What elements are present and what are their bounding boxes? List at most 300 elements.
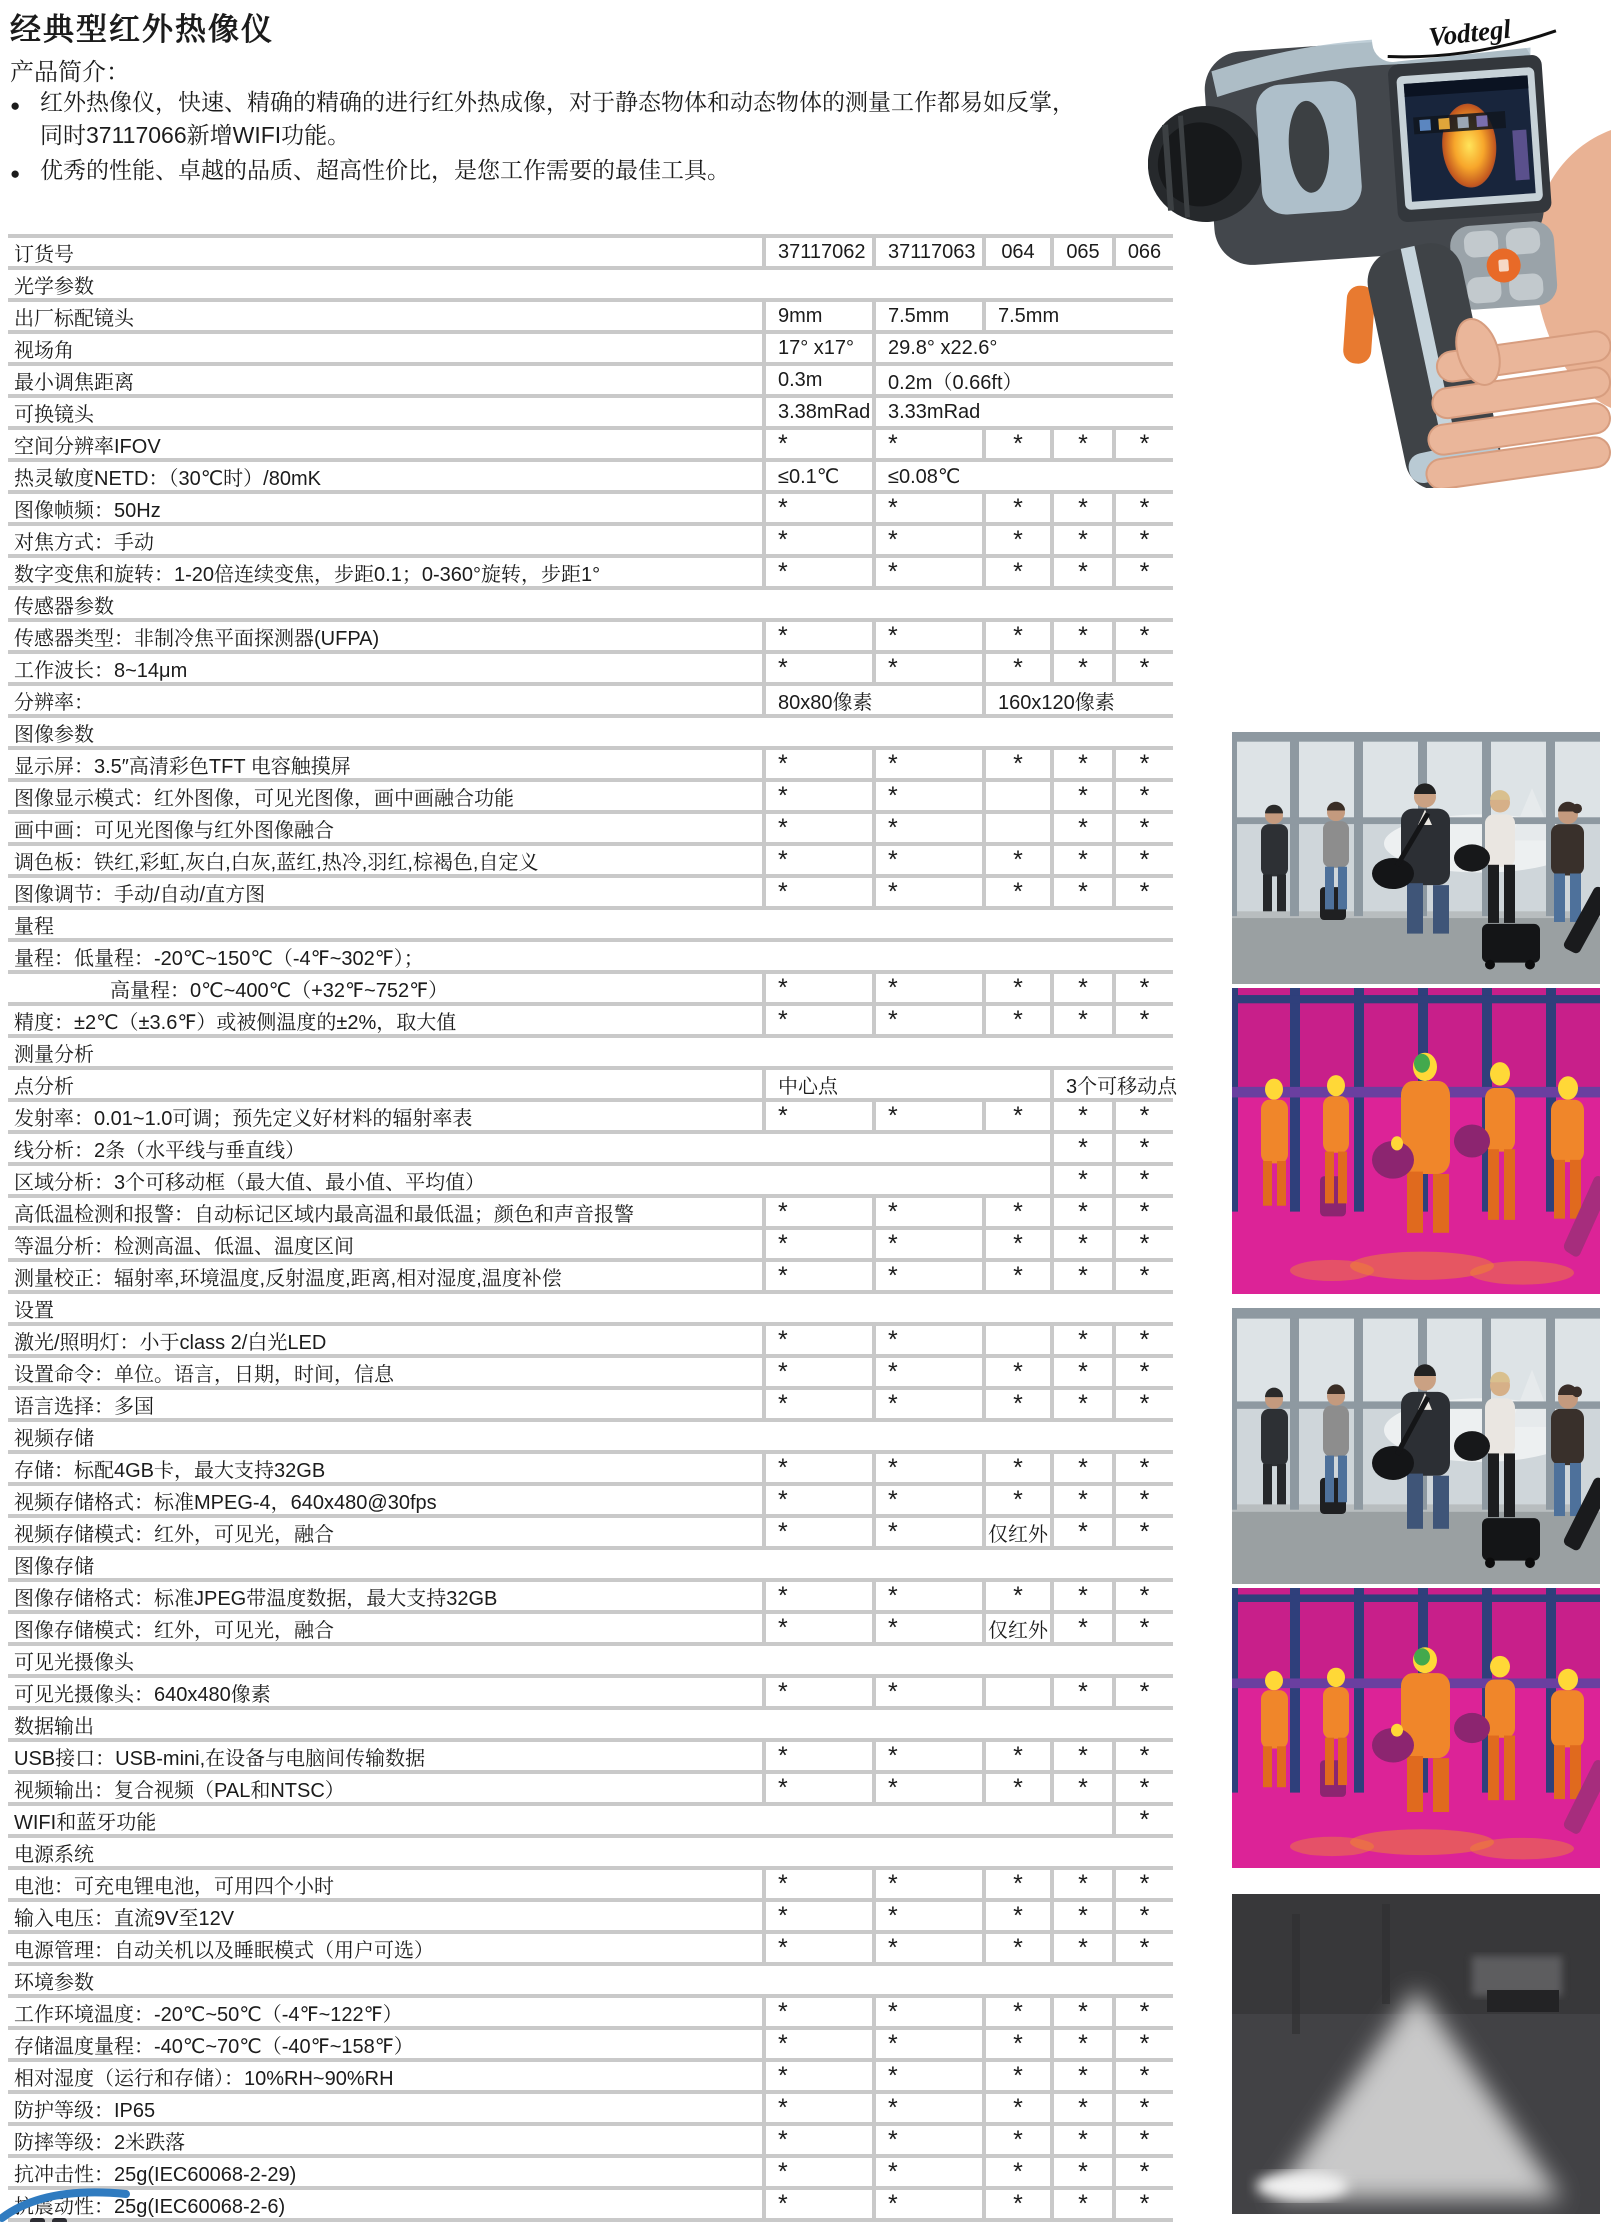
availability-star: * bbox=[1112, 430, 1173, 458]
availability-star: * bbox=[982, 846, 1050, 874]
availability-star: * bbox=[982, 2030, 1050, 2058]
row-label: 点分析 bbox=[14, 1075, 74, 1098]
availability-star: * bbox=[1050, 1230, 1112, 1258]
table-row bbox=[8, 1326, 1173, 1358]
bullet-text: 同时37117066新增WIFI功能。 bbox=[40, 122, 351, 148]
section-row bbox=[8, 590, 1173, 622]
section-label: 数据输出 bbox=[14, 1715, 94, 1738]
availability-star: * bbox=[872, 494, 982, 522]
table-row bbox=[8, 1358, 1173, 1390]
spec-cell: 3.33mRad bbox=[872, 398, 1173, 426]
table-row bbox=[8, 1262, 1173, 1294]
table-row bbox=[8, 1198, 1173, 1230]
spec-cell: 37117063 bbox=[872, 238, 982, 266]
availability-star: * bbox=[982, 494, 1050, 522]
availability-star: * bbox=[1050, 1742, 1112, 1770]
availability-star: * bbox=[872, 1518, 982, 1546]
table-row bbox=[8, 814, 1173, 846]
availability-star: * bbox=[1050, 526, 1112, 554]
intro-bullets bbox=[10, 86, 1130, 192]
row-label: 订货号 bbox=[14, 243, 74, 266]
availability-star: * bbox=[762, 974, 872, 1002]
table-row bbox=[8, 1486, 1173, 1518]
row-label: 线分析：2条（水平线与垂直线） bbox=[14, 1139, 306, 1162]
table-row bbox=[8, 1870, 1173, 1902]
table-row bbox=[8, 462, 1173, 494]
availability-star: * bbox=[982, 2126, 1050, 2154]
row-label: 高量程：0℃~400℃（+32℉~752℉） bbox=[110, 979, 449, 1002]
availability-star: * bbox=[1050, 1262, 1112, 1290]
availability-star: * bbox=[982, 2158, 1050, 2186]
spec-table bbox=[8, 234, 1178, 2222]
availability-star: * bbox=[872, 1678, 982, 1706]
availability-star: * bbox=[872, 1358, 982, 1386]
availability-star: * bbox=[1050, 1358, 1112, 1386]
availability-star: * bbox=[762, 1870, 872, 1898]
availability-star: * bbox=[1112, 1998, 1173, 2026]
table-row bbox=[8, 494, 1173, 526]
availability-star: * bbox=[872, 1742, 982, 1770]
availability-star: * bbox=[1112, 2030, 1173, 2058]
row-label: 图像存储模式：红外，可见光，融合 bbox=[14, 1619, 334, 1642]
row-label: 图像存储格式：标准JPEG带温度数据，最大支持32GB bbox=[14, 1587, 498, 1610]
row-label: 测量校正：辐射率,环境温度,反射温度,距离,相对湿度,温度补偿 bbox=[14, 1267, 562, 1290]
availability-star: * bbox=[982, 1870, 1050, 1898]
row-label: 可见光摄像头：640x480像素 bbox=[14, 1683, 271, 1706]
availability-star: * bbox=[1050, 814, 1112, 842]
availability-star: * bbox=[872, 1006, 982, 1034]
section-label: 图像参数 bbox=[14, 723, 94, 746]
availability-star: * bbox=[1050, 1934, 1112, 1962]
availability-star: * bbox=[1050, 622, 1112, 650]
row-label: 出厂标配镜头 bbox=[14, 307, 134, 330]
table-row bbox=[8, 1454, 1173, 1486]
row-label: 热灵敏度NETD：（30℃时）/80mK bbox=[14, 467, 321, 490]
availability-star: * bbox=[872, 750, 982, 778]
photo-visible-airport-1 bbox=[1232, 732, 1600, 984]
section-label: 测量分析 bbox=[14, 1043, 94, 1066]
row-label: 语言选择：多国 bbox=[14, 1395, 154, 1418]
spec-cell: 160x120像素 bbox=[982, 686, 1173, 714]
row-label: 图像显示模式：红外图像，可见光图像，画中画融合功能 bbox=[14, 787, 514, 810]
availability-star: * bbox=[872, 2158, 982, 2186]
availability-star: * bbox=[1050, 1198, 1112, 1226]
availability-star: * bbox=[872, 526, 982, 554]
availability-star: * bbox=[1050, 1678, 1112, 1706]
availability-star: * bbox=[762, 558, 872, 586]
availability-star: * bbox=[1112, 1806, 1173, 1834]
availability-star: * bbox=[872, 1614, 982, 1642]
availability-star: * bbox=[982, 558, 1050, 586]
availability-star: * bbox=[872, 1582, 982, 1610]
row-label: 视频存储格式：标准MPEG-4，640x480@30fps bbox=[14, 1491, 437, 1514]
availability-star: * bbox=[762, 1198, 872, 1226]
availability-star: * bbox=[1112, 654, 1173, 682]
availability-star: * bbox=[872, 1390, 982, 1418]
availability-star: * bbox=[982, 1262, 1050, 1290]
spec-cell: 29.8° x22.6° bbox=[872, 334, 1173, 362]
table-row bbox=[8, 1518, 1173, 1550]
table-row bbox=[8, 2126, 1173, 2158]
table-row bbox=[8, 1134, 1173, 1166]
availability-star: * bbox=[872, 430, 982, 458]
availability-star: * bbox=[1112, 558, 1173, 586]
row-label: 量程：低量程：-20℃~150℃（-4℉~302℉）； bbox=[14, 947, 424, 970]
section-row bbox=[8, 1550, 1173, 1582]
spec-cell: 3.38mRad bbox=[762, 398, 872, 426]
table-row bbox=[8, 2094, 1173, 2126]
availability-star: * bbox=[1112, 1518, 1173, 1546]
availability-star: * bbox=[982, 1230, 1050, 1258]
availability-star: * bbox=[872, 1262, 982, 1290]
spec-cell: 7.5mm bbox=[872, 302, 982, 330]
availability-star: * bbox=[1112, 1454, 1173, 1482]
availability-star: * bbox=[872, 1774, 982, 1802]
availability-star: * bbox=[872, 1934, 982, 1962]
availability-star: * bbox=[1050, 750, 1112, 778]
spec-cell bbox=[982, 1678, 1050, 1706]
list-item bbox=[10, 86, 1130, 152]
row-label: 存储：标配4GB卡，最大支持32GB bbox=[14, 1459, 326, 1482]
table-row bbox=[8, 1806, 1173, 1838]
spec-cell: 17° x17° bbox=[762, 334, 872, 362]
row-label: 数字变焦和旋转：1-20倍连续变焦，步距0.1；0-360°旋转，步距1° bbox=[14, 563, 601, 586]
row-label: 设置命令：单位。语言，日期，时间，信息 bbox=[14, 1363, 394, 1386]
availability-star: * bbox=[762, 846, 872, 874]
spec-cell: 066 bbox=[1112, 238, 1173, 266]
availability-star: * bbox=[1112, 622, 1173, 650]
row-label: 可换镜头 bbox=[14, 403, 94, 426]
section-label: 传感器参数 bbox=[14, 595, 114, 618]
availability-star: * bbox=[762, 1774, 872, 1802]
spec-cell: ≤0.08℃ bbox=[872, 462, 1173, 490]
availability-star: * bbox=[1112, 782, 1173, 810]
availability-star: * bbox=[762, 1454, 872, 1482]
spec-cell: 中心点 bbox=[762, 1070, 1050, 1098]
section-label: 可见光摄像头 bbox=[14, 1651, 134, 1674]
availability-star: * bbox=[1050, 2158, 1112, 2186]
availability-star: * bbox=[762, 1230, 872, 1258]
spec-cell: 064 bbox=[982, 238, 1050, 266]
row-label: 激光/照明灯：小于class 2/白光LED bbox=[14, 1331, 327, 1354]
availability-star: * bbox=[762, 1614, 872, 1642]
availability-star: * bbox=[982, 1934, 1050, 1962]
availability-star: * bbox=[1050, 1102, 1112, 1130]
table-row bbox=[8, 654, 1173, 686]
availability-star: * bbox=[1050, 2062, 1112, 2090]
availability-star: * bbox=[762, 1902, 872, 1930]
spec-cell: 065 bbox=[1050, 238, 1112, 266]
availability-star: * bbox=[872, 974, 982, 1002]
availability-star: * bbox=[982, 1582, 1050, 1610]
availability-star: * bbox=[1112, 1870, 1173, 1898]
row-label: USB接口：USB-mini,在设备与电脑间传输数据 bbox=[14, 1747, 426, 1770]
row-label: 防摔等级：2米跌落 bbox=[14, 2131, 186, 2154]
availability-star: * bbox=[762, 1102, 872, 1130]
section-label: 设置 bbox=[14, 1299, 54, 1322]
availability-star: * bbox=[762, 1582, 872, 1610]
availability-star: * bbox=[1112, 750, 1173, 778]
table-row bbox=[8, 398, 1173, 430]
availability-star: * bbox=[1112, 814, 1173, 842]
spec-cell: 仅红外 bbox=[982, 1518, 1050, 1546]
availability-star: * bbox=[1050, 1006, 1112, 1034]
spec-cell: 9mm bbox=[762, 302, 872, 330]
spec-cell: 80x80像素 bbox=[762, 686, 982, 714]
availability-star: * bbox=[762, 1358, 872, 1386]
availability-star: * bbox=[872, 1902, 982, 1930]
availability-star: * bbox=[872, 654, 982, 682]
table-row bbox=[8, 558, 1173, 590]
availability-star: * bbox=[1112, 2094, 1173, 2122]
table-row bbox=[8, 1998, 1173, 2030]
availability-star: * bbox=[762, 782, 872, 810]
table-row bbox=[8, 1774, 1173, 1806]
section-row bbox=[8, 910, 1173, 942]
availability-star: * bbox=[762, 494, 872, 522]
availability-star: * bbox=[1050, 2094, 1112, 2122]
section-row bbox=[8, 1646, 1173, 1678]
row-label: 视频输出：复合视频（PAL和NTSC） bbox=[14, 1779, 345, 1802]
availability-star: * bbox=[1050, 974, 1112, 1002]
availability-star: * bbox=[1050, 1582, 1112, 1610]
row-label: 高低温检测和报警：自动标记区域内最高温和最低温；颜色和声音报警 bbox=[14, 1203, 634, 1226]
availability-star: * bbox=[1050, 878, 1112, 906]
table-row bbox=[8, 526, 1173, 558]
availability-star: * bbox=[762, 430, 872, 458]
table-row bbox=[8, 878, 1173, 910]
spec-cell bbox=[982, 1326, 1050, 1354]
table-row bbox=[8, 1070, 1178, 1102]
availability-star: * bbox=[1112, 1326, 1173, 1354]
row-label: 工作环境温度：-20℃~50℃（-4℉~122℉） bbox=[14, 2003, 403, 2026]
availability-star: * bbox=[1112, 1102, 1173, 1130]
availability-star: * bbox=[872, 1326, 982, 1354]
availability-star: * bbox=[982, 878, 1050, 906]
availability-star: * bbox=[762, 1998, 872, 2026]
table-row bbox=[8, 1230, 1173, 1262]
availability-star: * bbox=[1050, 1518, 1112, 1546]
availability-star: * bbox=[982, 1006, 1050, 1034]
row-label: 最小调焦距离 bbox=[14, 371, 134, 394]
availability-star: * bbox=[762, 1390, 872, 1418]
availability-star: * bbox=[762, 878, 872, 906]
availability-star: * bbox=[762, 2030, 872, 2058]
availability-star: * bbox=[982, 1998, 1050, 2026]
availability-star: * bbox=[1050, 1614, 1112, 1642]
availability-star: * bbox=[762, 2126, 872, 2154]
availability-star: * bbox=[872, 846, 982, 874]
spec-cell: 0.2m（0.66ft） bbox=[872, 366, 1173, 394]
availability-star: * bbox=[762, 1486, 872, 1514]
row-label: 调色板：铁红,彩虹,灰白,白灰,蓝红,热冷,羽红,棕褐色,自定义 bbox=[14, 851, 539, 874]
table-row bbox=[8, 974, 1173, 1006]
availability-star: * bbox=[872, 2030, 982, 2058]
availability-star: * bbox=[762, 2062, 872, 2090]
availability-star: * bbox=[982, 430, 1050, 458]
table-row bbox=[8, 2030, 1173, 2062]
row-label: 电源管理：自动关机以及睡眠模式（用户可选） bbox=[14, 1939, 434, 1962]
section-row bbox=[8, 1422, 1173, 1454]
row-label: 精度：±2℃（±3.6℉）或被侧温度的±2%，取大值 bbox=[14, 1011, 457, 1034]
availability-star: * bbox=[1112, 1582, 1173, 1610]
availability-star: * bbox=[1050, 1998, 1112, 2026]
row-label: 相对湿度（运行和存储）：10%RH~90%RH bbox=[14, 2067, 394, 2090]
availability-star: * bbox=[1050, 1454, 1112, 1482]
availability-star: * bbox=[1112, 1390, 1173, 1418]
availability-star: * bbox=[982, 2094, 1050, 2122]
row-label: 工作波长：8~14μm bbox=[14, 659, 188, 682]
availability-star: * bbox=[762, 2190, 872, 2218]
availability-star: * bbox=[982, 974, 1050, 1002]
row-label: 抗冲击性：25g(IEC60068-2-29) bbox=[14, 2163, 297, 2186]
availability-star: * bbox=[982, 1358, 1050, 1386]
availability-star: * bbox=[1050, 1486, 1112, 1514]
availability-star: * bbox=[1112, 494, 1173, 522]
table-row bbox=[8, 1582, 1173, 1614]
availability-star: * bbox=[872, 782, 982, 810]
row-label: 发射率：0.01~1.0可调；预先定义好材料的辐射率表 bbox=[14, 1107, 473, 1130]
availability-star: * bbox=[1112, 526, 1173, 554]
availability-star: * bbox=[1050, 1390, 1112, 1418]
bullet-icon: ● bbox=[10, 96, 21, 115]
section-label: 电源系统 bbox=[14, 1843, 94, 1866]
table-row bbox=[8, 334, 1173, 366]
availability-star: * bbox=[1050, 782, 1112, 810]
availability-star: * bbox=[982, 1486, 1050, 1514]
availability-star: * bbox=[762, 622, 872, 650]
availability-star: * bbox=[1050, 1326, 1112, 1354]
availability-star: * bbox=[982, 1198, 1050, 1226]
availability-star: * bbox=[872, 558, 982, 586]
availability-star: * bbox=[762, 750, 872, 778]
availability-star: * bbox=[872, 2126, 982, 2154]
availability-star: * bbox=[872, 1870, 982, 1898]
table-row bbox=[8, 782, 1173, 814]
availability-star: * bbox=[872, 1486, 982, 1514]
table-row bbox=[8, 1614, 1173, 1646]
table-row bbox=[8, 1678, 1173, 1710]
availability-star: * bbox=[762, 1006, 872, 1034]
availability-star: * bbox=[1050, 494, 1112, 522]
row-label: WIFI和蓝牙功能 bbox=[14, 1811, 157, 1834]
section-row bbox=[8, 1966, 1173, 1998]
availability-star: * bbox=[982, 1454, 1050, 1482]
spec-cell: ≤0.1℃ bbox=[762, 462, 872, 490]
availability-star: * bbox=[982, 1390, 1050, 1418]
availability-star: * bbox=[762, 1326, 872, 1354]
availability-star: * bbox=[982, 622, 1050, 650]
table-row bbox=[8, 1166, 1173, 1198]
availability-star: * bbox=[1050, 1870, 1112, 1898]
table-row bbox=[8, 1742, 1173, 1774]
section-label: 量程 bbox=[14, 915, 54, 938]
availability-star: * bbox=[982, 526, 1050, 554]
availability-star: * bbox=[982, 654, 1050, 682]
section-row bbox=[8, 270, 1173, 302]
availability-star: * bbox=[872, 1102, 982, 1130]
footer-swoosh-decoration bbox=[0, 2178, 140, 2222]
availability-star: * bbox=[1112, 2126, 1173, 2154]
availability-star: * bbox=[1050, 2190, 1112, 2218]
list-item bbox=[10, 154, 1130, 190]
spec-cell: 7.5mm bbox=[982, 302, 1173, 330]
row-label: 视频存储模式：红外，可见光，融合 bbox=[14, 1523, 334, 1546]
section-label: 光学参数 bbox=[14, 275, 94, 298]
availability-star: * bbox=[1112, 1902, 1173, 1930]
availability-star: * bbox=[1112, 1262, 1173, 1290]
spec-cell bbox=[982, 814, 1050, 842]
availability-star: * bbox=[872, 2190, 982, 2218]
row-label: 传感器类型：非制冷焦平面探测器(UFPA) bbox=[14, 627, 380, 650]
table-row bbox=[8, 302, 1173, 334]
photo-grayscale-thermal bbox=[1232, 1894, 1600, 2214]
row-label: 输入电压：直流9V至12V bbox=[14, 1907, 235, 1930]
availability-star: * bbox=[762, 654, 872, 682]
availability-star: * bbox=[1112, 974, 1173, 1002]
photo-thermal-airport-1 bbox=[1232, 988, 1600, 1294]
bullet-text: 优秀的性能、卓越的品质、超高性价比，是您工作需要的最佳工具。 bbox=[40, 157, 730, 183]
availability-star: * bbox=[762, 526, 872, 554]
row-label: 图像调节：手动/自动/直方图 bbox=[14, 883, 266, 906]
table-row bbox=[8, 846, 1173, 878]
spec-cell: 37117062 bbox=[762, 238, 872, 266]
availability-star: * bbox=[1050, 1134, 1112, 1162]
availability-star: * bbox=[1050, 1166, 1112, 1194]
row-label: 对焦方式：手动 bbox=[14, 531, 154, 554]
availability-star: * bbox=[762, 2158, 872, 2186]
availability-star: * bbox=[1112, 878, 1173, 906]
availability-star: * bbox=[982, 1102, 1050, 1130]
availability-star: * bbox=[1112, 1678, 1173, 1706]
section-row bbox=[8, 1038, 1173, 1070]
availability-star: * bbox=[762, 1518, 872, 1546]
availability-star: * bbox=[1050, 558, 1112, 586]
spec-cell: 0.3m bbox=[762, 366, 872, 394]
availability-star: * bbox=[1050, 2126, 1112, 2154]
table-row bbox=[8, 2190, 1173, 2222]
section-row bbox=[8, 1294, 1173, 1326]
availability-star: * bbox=[872, 2094, 982, 2122]
section-label: 视频存储 bbox=[14, 1427, 94, 1450]
section-label: 环境参数 bbox=[14, 1971, 94, 1994]
section-row bbox=[8, 718, 1173, 750]
photo-visible-airport-2 bbox=[1232, 1308, 1600, 1584]
availability-star: * bbox=[762, 2094, 872, 2122]
table-row bbox=[8, 1102, 1173, 1134]
table-row bbox=[8, 430, 1173, 462]
availability-star: * bbox=[1112, 2062, 1173, 2090]
row-label: 等温分析：检测高温、低温、温度区间 bbox=[14, 1235, 354, 1258]
availability-star: * bbox=[1112, 1774, 1173, 1802]
availability-star: * bbox=[982, 1742, 1050, 1770]
bullet-icon: ● bbox=[10, 164, 21, 183]
spec-cell: 3个可移动点 bbox=[1050, 1070, 1173, 1098]
table-row bbox=[8, 366, 1173, 398]
availability-star: * bbox=[1112, 846, 1173, 874]
table-row bbox=[8, 1390, 1173, 1422]
table-row bbox=[8, 1006, 1173, 1038]
availability-star: * bbox=[872, 1198, 982, 1226]
availability-star: * bbox=[1112, 1006, 1173, 1034]
row-label: 区域分析：3个可移动框（最大值、最小值、平均值） bbox=[14, 1171, 486, 1194]
table-row bbox=[8, 2062, 1173, 2094]
table-row bbox=[8, 1902, 1173, 1934]
photo-thermal-airport-2 bbox=[1232, 1588, 1600, 1868]
availability-star: * bbox=[1050, 2030, 1112, 2058]
spec-cell: 仅红外 bbox=[982, 1614, 1050, 1642]
table-row bbox=[8, 1934, 1173, 1966]
